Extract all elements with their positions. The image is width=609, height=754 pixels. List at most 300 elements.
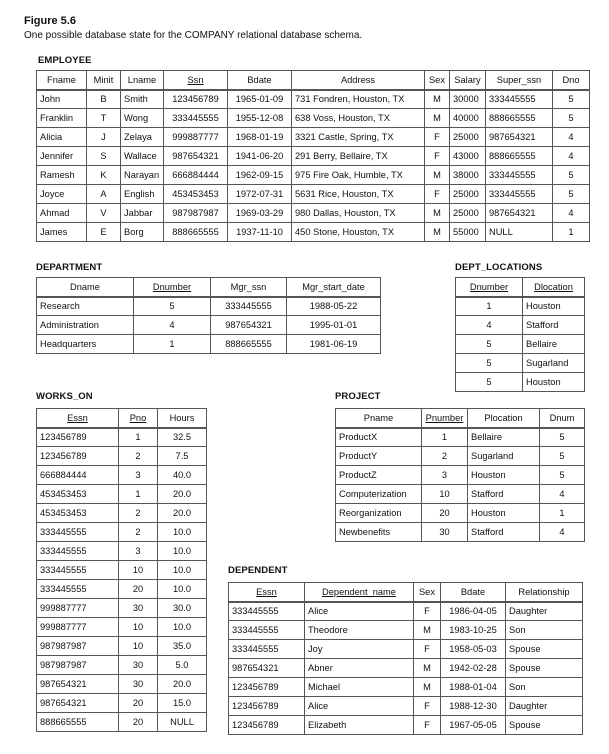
column-header: Mgr_start_date xyxy=(287,278,381,297)
table-cell: 1937-11-10 xyxy=(228,223,292,242)
table-cell: 1983-10-25 xyxy=(441,621,506,640)
table-cell: Alice xyxy=(305,697,414,716)
table-cell: 30 xyxy=(119,599,158,618)
column-header: Salary xyxy=(450,71,486,90)
table-cell: 4 xyxy=(134,316,211,335)
table-cell: 1967-05-05 xyxy=(441,716,506,735)
table-row xyxy=(336,466,585,485)
table-cell: Spouse xyxy=(506,640,583,659)
table-cell: 1988-12-30 xyxy=(441,697,506,716)
column-header: Dependent_name xyxy=(305,583,414,602)
table-cell: 4 xyxy=(553,204,590,223)
dependent-table xyxy=(228,582,583,735)
table-cell: 5 xyxy=(553,166,590,185)
table-cell: 5 xyxy=(456,354,523,373)
table-cell: Administration xyxy=(37,316,134,335)
table-cell: 10 xyxy=(422,485,468,504)
table-cell: 30000 xyxy=(450,90,486,109)
column-header: Dno xyxy=(553,71,590,90)
table-cell: 32.5 xyxy=(158,428,207,447)
table-cell: Ahmad xyxy=(37,204,87,223)
column-header: Fname xyxy=(37,71,87,90)
table-cell: 333445555 xyxy=(486,185,553,204)
table-row xyxy=(37,335,381,354)
table-cell: 4 xyxy=(540,523,585,542)
table-cell: 888665555 xyxy=(164,223,228,242)
table-cell: M xyxy=(414,659,441,678)
table-cell: 10.0 xyxy=(158,561,207,580)
table-cell: 5 xyxy=(134,297,211,316)
table-row xyxy=(37,185,590,204)
dept-locations-table-name: DEPT_LOCATIONS xyxy=(455,262,543,273)
table-cell: 1 xyxy=(553,223,590,242)
table-cell: 888665555 xyxy=(486,147,553,166)
works-on-table-name: WORKS_ON xyxy=(36,391,93,402)
table-cell: Daughter xyxy=(506,697,583,716)
table-cell: 450 Stone, Houston, TX xyxy=(292,223,425,242)
table-cell: Smith xyxy=(121,90,164,109)
table-cell: 40.0 xyxy=(158,466,207,485)
table-cell: 40000 xyxy=(450,109,486,128)
table-cell: 1 xyxy=(456,297,523,316)
table-cell: 2 xyxy=(119,504,158,523)
table-cell: 1941-06-20 xyxy=(228,147,292,166)
table-cell: 980 Dallas, Houston, TX xyxy=(292,204,425,223)
column-header: Lname xyxy=(121,71,164,90)
table-cell: M xyxy=(425,109,450,128)
table-cell: 333445555 xyxy=(211,297,287,316)
table-row xyxy=(456,316,585,335)
column-header: Plocation xyxy=(468,409,540,428)
table-cell: 20.0 xyxy=(158,504,207,523)
table-cell: 1 xyxy=(119,485,158,504)
figure-caption: One possible database state for the COMPANY relational database schema. xyxy=(24,30,363,41)
table-cell: Jabbar xyxy=(121,204,164,223)
table-cell: Alicia xyxy=(37,128,87,147)
table-cell: M xyxy=(425,204,450,223)
table-cell: 10 xyxy=(119,637,158,656)
table-cell: F xyxy=(425,147,450,166)
table-cell: 1958-05-03 xyxy=(441,640,506,659)
table-cell: Houston xyxy=(468,504,540,523)
table-cell: 30.0 xyxy=(158,599,207,618)
table-cell: 10.0 xyxy=(158,542,207,561)
employee-table-name: EMPLOYEE xyxy=(38,55,92,66)
table-cell: Joyce xyxy=(37,185,87,204)
column-header: Address xyxy=(292,71,425,90)
table-cell: Computerization xyxy=(336,485,422,504)
table-cell: James xyxy=(37,223,87,242)
table-cell: F xyxy=(414,640,441,659)
table-cell: 20 xyxy=(119,580,158,599)
table-cell: 10.0 xyxy=(158,523,207,542)
table-cell: 987654321 xyxy=(211,316,287,335)
table-cell: Michael xyxy=(305,678,414,697)
table-cell: 3321 Castle, Spring, TX xyxy=(292,128,425,147)
table-cell: Houston xyxy=(468,466,540,485)
table-cell: Jennifer xyxy=(37,147,87,166)
table-cell: 888665555 xyxy=(211,335,287,354)
table-row xyxy=(37,223,590,242)
table-cell: Abner xyxy=(305,659,414,678)
table-cell: 38000 xyxy=(450,166,486,185)
table-cell: 1942-02-28 xyxy=(441,659,506,678)
table-row xyxy=(229,697,583,716)
table-cell: 291 Berry, Bellaire, TX xyxy=(292,147,425,166)
table-row xyxy=(229,678,583,697)
table-cell: 1 xyxy=(119,428,158,447)
table-cell: F xyxy=(425,128,450,147)
table-cell: 20 xyxy=(119,694,158,713)
table-cell: 987654321 xyxy=(486,204,553,223)
column-header: Pname xyxy=(336,409,422,428)
table-cell: Elizabeth xyxy=(305,716,414,735)
table-cell: 1969-03-29 xyxy=(228,204,292,223)
table-cell: T xyxy=(87,109,121,128)
table-header-row xyxy=(37,71,590,90)
table-row xyxy=(229,602,583,621)
table-cell: Wallace xyxy=(121,147,164,166)
table-cell: M xyxy=(425,223,450,242)
table-cell: 5 xyxy=(456,335,523,354)
dept-locations-table xyxy=(455,277,585,392)
table-cell: 5 xyxy=(540,428,585,447)
table-row xyxy=(229,640,583,659)
table-cell: 987654321 xyxy=(486,128,553,147)
column-header: Ssn xyxy=(164,71,228,90)
table-row xyxy=(37,90,590,109)
table-row xyxy=(456,297,585,316)
table-cell: 333445555 xyxy=(164,109,228,128)
table-cell: 987987987 xyxy=(37,637,119,656)
table-cell: 25000 xyxy=(450,128,486,147)
table-row xyxy=(229,621,583,640)
department-table-name: DEPARTMENT xyxy=(36,262,103,273)
column-header: Dnumber xyxy=(134,278,211,297)
table-cell: 453453453 xyxy=(37,485,119,504)
table-row xyxy=(37,637,207,656)
table-row xyxy=(37,542,207,561)
column-header: Hours xyxy=(158,409,207,428)
table-header-row xyxy=(37,409,207,428)
column-header: Pno xyxy=(119,409,158,428)
table-cell: 30 xyxy=(119,675,158,694)
column-header: Mgr_ssn xyxy=(211,278,287,297)
table-cell: E xyxy=(87,223,121,242)
table-cell: 333445555 xyxy=(229,640,305,659)
table-cell: 123456789 xyxy=(164,90,228,109)
table-cell: Son xyxy=(506,621,583,640)
table-cell: 333445555 xyxy=(486,166,553,185)
table-row xyxy=(37,713,207,732)
table-row xyxy=(37,297,381,316)
table-cell: 987654321 xyxy=(37,694,119,713)
table-cell: 5 xyxy=(540,447,585,466)
table-cell: Franklin xyxy=(37,109,87,128)
table-cell: 123456789 xyxy=(229,678,305,697)
table-cell: 10.0 xyxy=(158,580,207,599)
table-cell: 999887777 xyxy=(37,599,119,618)
table-header-row xyxy=(456,278,585,297)
table-cell: K xyxy=(87,166,121,185)
table-header-row xyxy=(336,409,585,428)
table-cell: 5 xyxy=(553,185,590,204)
table-row xyxy=(456,354,585,373)
table-cell: 1 xyxy=(540,504,585,523)
table-cell: 2 xyxy=(119,447,158,466)
table-cell: 4 xyxy=(456,316,523,335)
table-row xyxy=(37,580,207,599)
table-cell: 55000 xyxy=(450,223,486,242)
table-row xyxy=(37,694,207,713)
table-cell: 5 xyxy=(553,109,590,128)
table-cell: M xyxy=(414,621,441,640)
table-cell: 1986-04-05 xyxy=(441,602,506,621)
table-cell: Houston xyxy=(523,373,585,392)
table-cell: 666884444 xyxy=(37,466,119,485)
table-cell: 453453453 xyxy=(164,185,228,204)
table-cell: Ramesh xyxy=(37,166,87,185)
table-row xyxy=(37,128,590,147)
table-cell: 888665555 xyxy=(37,713,119,732)
table-row xyxy=(37,109,590,128)
table-cell: 1981-06-19 xyxy=(287,335,381,354)
column-header: Dnumber xyxy=(456,278,523,297)
table-cell: 123456789 xyxy=(37,447,119,466)
table-cell: 10.0 xyxy=(158,618,207,637)
table-cell: 333445555 xyxy=(486,90,553,109)
table-cell: F xyxy=(414,697,441,716)
table-cell: Zelaya xyxy=(121,128,164,147)
works-on-table xyxy=(36,408,207,732)
table-cell: Stafford xyxy=(468,523,540,542)
table-cell: 638 Voss, Houston, TX xyxy=(292,109,425,128)
table-cell: 1995-01-01 xyxy=(287,316,381,335)
table-cell: 5 xyxy=(456,373,523,392)
table-cell: 987654321 xyxy=(164,147,228,166)
department-table xyxy=(36,277,381,354)
table-row xyxy=(37,316,381,335)
table-cell: 999887777 xyxy=(164,128,228,147)
table-cell: Sugarland xyxy=(523,354,585,373)
table-row xyxy=(37,147,590,166)
table-cell: 1972-07-31 xyxy=(228,185,292,204)
table-cell: 999887777 xyxy=(37,618,119,637)
table-cell: V xyxy=(87,204,121,223)
table-row xyxy=(37,504,207,523)
column-header: Bdate xyxy=(228,71,292,90)
table-cell: 3 xyxy=(119,466,158,485)
employee-table xyxy=(36,70,590,242)
column-header: Dnum xyxy=(540,409,585,428)
table-cell: S xyxy=(87,147,121,166)
table-cell: Headquarters xyxy=(37,335,134,354)
table-cell: 333445555 xyxy=(37,580,119,599)
table-cell: 123456789 xyxy=(229,697,305,716)
table-cell: 25000 xyxy=(450,204,486,223)
table-cell: 2 xyxy=(119,523,158,542)
table-cell: F xyxy=(414,602,441,621)
table-cell: 25000 xyxy=(450,185,486,204)
column-header: Minit xyxy=(87,71,121,90)
dependent-table-name: DEPENDENT xyxy=(228,565,288,576)
table-cell: English xyxy=(121,185,164,204)
column-header: Super_ssn xyxy=(486,71,553,90)
table-row xyxy=(336,428,585,447)
table-header-row xyxy=(229,583,583,602)
table-cell: Theodore xyxy=(305,621,414,640)
column-header: Dname xyxy=(37,278,134,297)
table-cell: 43000 xyxy=(450,147,486,166)
table-cell: M xyxy=(425,90,450,109)
table-cell: Newbenefits xyxy=(336,523,422,542)
table-cell: Spouse xyxy=(506,659,583,678)
table-row xyxy=(37,204,590,223)
table-cell: 35.0 xyxy=(158,637,207,656)
table-cell: 20 xyxy=(422,504,468,523)
table-row xyxy=(456,335,585,354)
table-cell: John xyxy=(37,90,87,109)
column-header: Essn xyxy=(229,583,305,602)
table-cell: 20 xyxy=(119,713,158,732)
table-cell: NULL xyxy=(486,223,553,242)
table-row xyxy=(37,599,207,618)
table-cell: F xyxy=(414,716,441,735)
table-cell: 123456789 xyxy=(229,716,305,735)
table-cell: M xyxy=(414,678,441,697)
table-cell: 1965-01-09 xyxy=(228,90,292,109)
table-cell: F xyxy=(425,185,450,204)
table-cell: 888665555 xyxy=(486,109,553,128)
table-cell: 30 xyxy=(119,656,158,675)
table-cell: 1962-09-15 xyxy=(228,166,292,185)
table-cell: 20.0 xyxy=(158,485,207,504)
table-cell: 975 Fire Oak, Humble, TX xyxy=(292,166,425,185)
table-cell: 1968-01-19 xyxy=(228,128,292,147)
table-row xyxy=(37,618,207,637)
table-row xyxy=(229,716,583,735)
table-cell: B xyxy=(87,90,121,109)
table-cell: 10 xyxy=(119,561,158,580)
table-cell: 2 xyxy=(422,447,468,466)
table-cell: ProductX xyxy=(336,428,422,447)
table-cell: Joy xyxy=(305,640,414,659)
table-cell: 987654321 xyxy=(229,659,305,678)
column-header: Bdate xyxy=(441,583,506,602)
table-row xyxy=(37,447,207,466)
table-cell: 1 xyxy=(422,428,468,447)
table-cell: 4 xyxy=(553,147,590,166)
column-header: Pnumber xyxy=(422,409,468,428)
table-cell: 20.0 xyxy=(158,675,207,694)
column-header: Sex xyxy=(425,71,450,90)
table-cell: 4 xyxy=(553,128,590,147)
table-cell: 5631 Rice, Houston, TX xyxy=(292,185,425,204)
table-cell: Stafford xyxy=(523,316,585,335)
table-cell: Sugarland xyxy=(468,447,540,466)
table-cell: 333445555 xyxy=(229,621,305,640)
table-cell: 1955-12-08 xyxy=(228,109,292,128)
table-cell: Stafford xyxy=(468,485,540,504)
table-cell: 123456789 xyxy=(37,428,119,447)
table-cell: 5.0 xyxy=(158,656,207,675)
table-cell: Narayan xyxy=(121,166,164,185)
table-cell: 1988-05-22 xyxy=(287,297,381,316)
table-row xyxy=(37,675,207,694)
table-header-row xyxy=(37,278,381,297)
table-row xyxy=(37,466,207,485)
table-cell: ProductY xyxy=(336,447,422,466)
table-row xyxy=(37,428,207,447)
table-cell: 731 Fondren, Houston, TX xyxy=(292,90,425,109)
table-cell: Alice xyxy=(305,602,414,621)
table-cell: 987654321 xyxy=(37,675,119,694)
table-row xyxy=(37,523,207,542)
table-row xyxy=(37,561,207,580)
table-row xyxy=(336,447,585,466)
table-cell: Spouse xyxy=(506,716,583,735)
table-row xyxy=(336,485,585,504)
table-cell: ProductZ xyxy=(336,466,422,485)
table-row xyxy=(336,504,585,523)
table-cell: Daughter xyxy=(506,602,583,621)
table-cell: Bellaire xyxy=(468,428,540,447)
table-cell: 987987987 xyxy=(37,656,119,675)
column-header: Essn xyxy=(37,409,119,428)
table-cell: Wong xyxy=(121,109,164,128)
table-row xyxy=(456,373,585,392)
table-cell: Reorganization xyxy=(336,504,422,523)
table-cell: 10 xyxy=(119,618,158,637)
table-row xyxy=(37,656,207,675)
table-row xyxy=(37,485,207,504)
table-cell: 1 xyxy=(134,335,211,354)
project-table-name: PROJECT xyxy=(335,391,381,402)
table-cell: Borg xyxy=(121,223,164,242)
table-cell: Research xyxy=(37,297,134,316)
table-cell: 987987987 xyxy=(164,204,228,223)
table-cell: 3 xyxy=(422,466,468,485)
table-cell: Houston xyxy=(523,297,585,316)
column-header: Relationship xyxy=(506,583,583,602)
table-cell: NULL xyxy=(158,713,207,732)
table-cell: 1988-01-04 xyxy=(441,678,506,697)
project-table xyxy=(335,408,585,542)
table-cell: 4 xyxy=(540,485,585,504)
column-header: Sex xyxy=(414,583,441,602)
table-cell: A xyxy=(87,185,121,204)
table-cell: 333445555 xyxy=(37,523,119,542)
table-cell: 30 xyxy=(422,523,468,542)
table-cell: 453453453 xyxy=(37,504,119,523)
table-cell: Bellaire xyxy=(523,335,585,354)
column-header: Dlocation xyxy=(523,278,585,297)
table-cell: 333445555 xyxy=(37,561,119,580)
table-cell: 5 xyxy=(540,466,585,485)
table-cell: 333445555 xyxy=(229,602,305,621)
table-cell: 5 xyxy=(553,90,590,109)
table-row xyxy=(336,523,585,542)
table-cell: 333445555 xyxy=(37,542,119,561)
table-cell: 3 xyxy=(119,542,158,561)
table-cell: J xyxy=(87,128,121,147)
table-cell: M xyxy=(425,166,450,185)
table-row xyxy=(229,659,583,678)
figure-title: Figure 5.6 xyxy=(24,15,76,27)
table-cell: 7.5 xyxy=(158,447,207,466)
table-cell: 666884444 xyxy=(164,166,228,185)
table-row xyxy=(37,166,590,185)
